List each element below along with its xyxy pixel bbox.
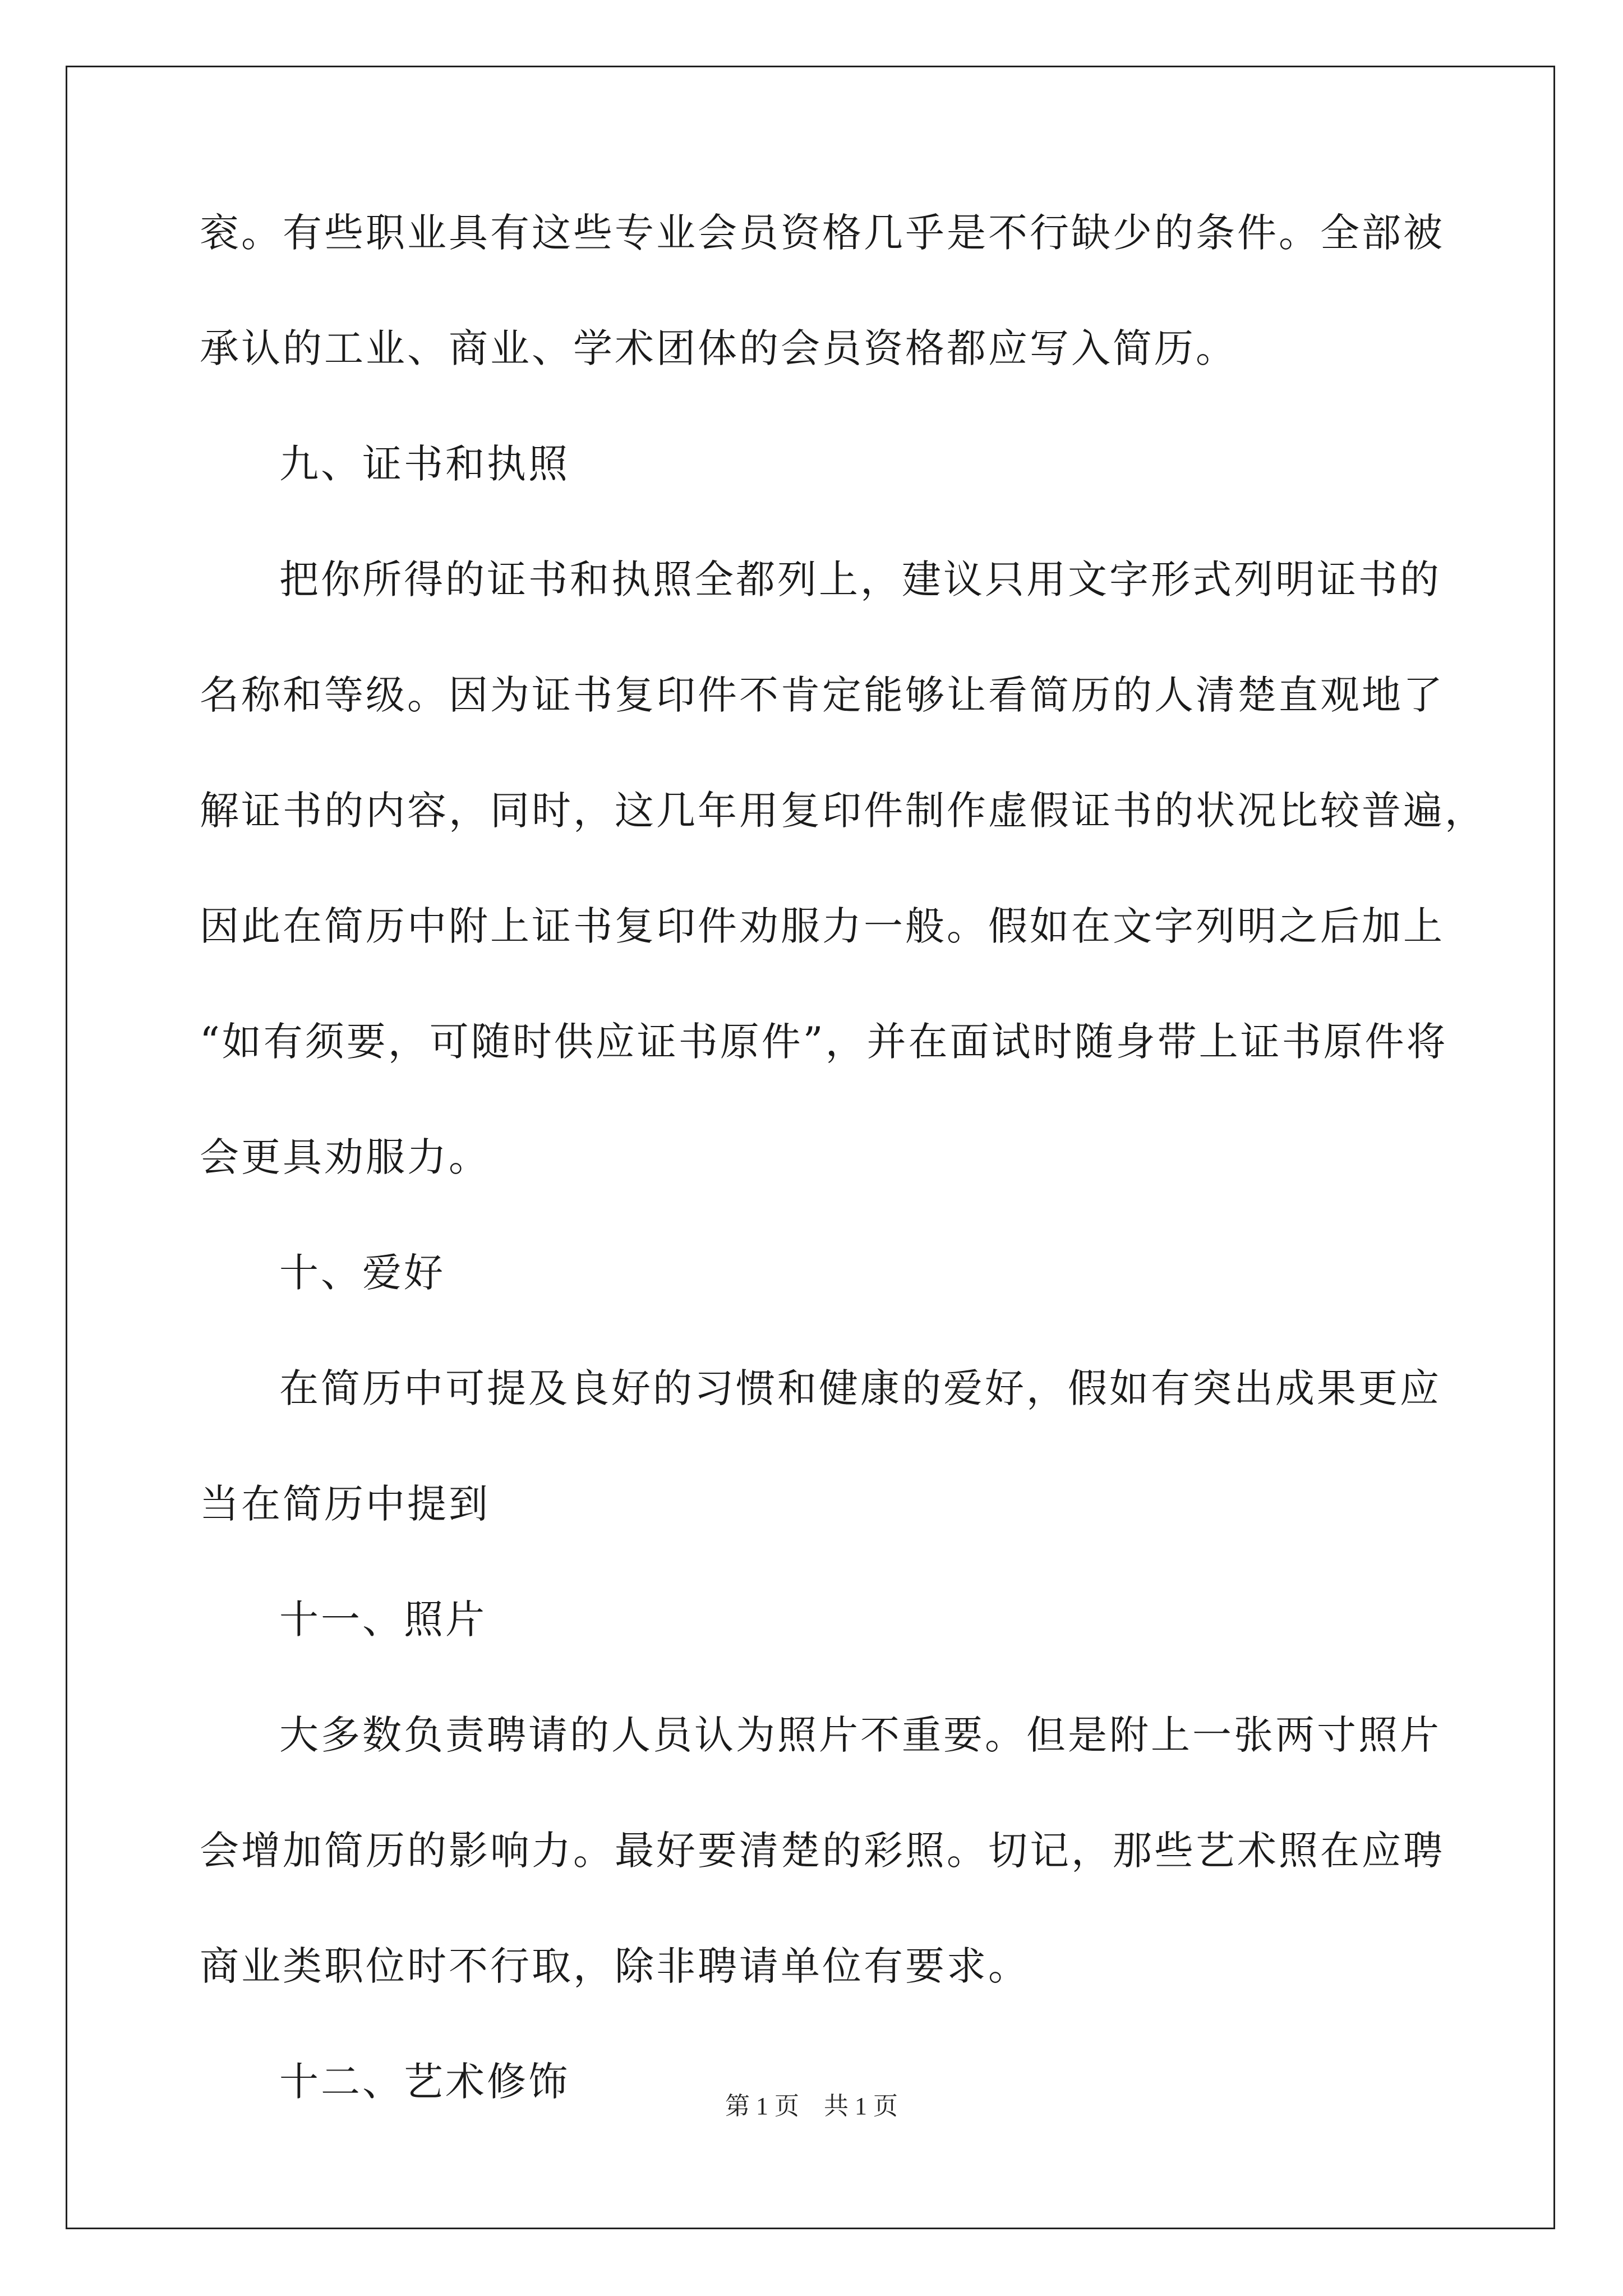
text-line: 名称和等级。因为证书复印件不肯定能够让看简历的人清楚直观地了 — [200, 672, 1445, 718]
text-line: 会更具劝服力。 — [200, 1134, 490, 1180]
section-heading: 十一、照片 — [279, 1596, 487, 1642]
text-line: 大多数负责聘请的人员认为照片不重要。但是附上一张两寸照片 — [279, 1712, 1441, 1758]
document-body — [200, 210, 1486, 2178]
text-line: 把你所得的证书和执照全都列上，建议只用文字形式列明证书的 — [279, 556, 1441, 602]
page-number-footer: 第 1 页 共 1 页 — [725, 2092, 898, 2120]
section-heading: 九、证书和执照 — [279, 441, 570, 487]
text-line: “如有须要，可随时供应证书原件”，并在面试时随身带上证书原件将 — [200, 1019, 1448, 1065]
text-line: 在简历中可提及良好的习惯和健康的爱好，假如有突出成果更应 — [279, 1365, 1441, 1411]
text-line: 因此在简历中附上证书复印件劝服力一般。假如在文字列明之后加上 — [200, 903, 1445, 949]
text-line: 会增加简历的影响力。最好要清楚的彩照。切记，那些艺术照在应聘 — [200, 1828, 1445, 1874]
text-line: 商业类职位时不行取，除非聘请单位有要求。 — [200, 1943, 1030, 1989]
text-line: 当在简历中提到 — [200, 1481, 490, 1527]
text-line: 承认的工业、商业、学术团体的会员资格都应写入简历。 — [200, 325, 1237, 371]
text-line: 衮。有些职业具有这些专业会员资格几乎是不行缺少的条件。全部被 — [200, 210, 1445, 256]
section-heading: 十、爱好 — [279, 1250, 445, 1296]
text-line: 解证书的内容，同时，这几年用复印件制作虚假证书的状况比较普遍， — [200, 788, 1486, 834]
section-heading: 十二、艺术修饰 — [279, 2059, 570, 2105]
